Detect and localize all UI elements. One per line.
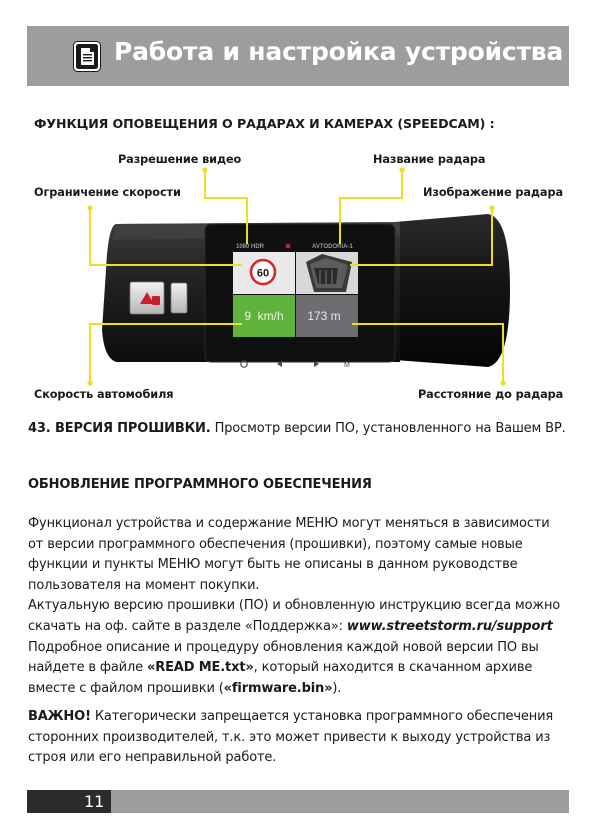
page-title: Работа и настройка устройства [114, 37, 564, 66]
label-radar-image: Изображение радара [423, 186, 563, 199]
firmware-version-line [28, 419, 566, 440]
radar-distance-text: 173 m [307, 309, 341, 323]
label-radar-distance: Расстояние до радара [418, 388, 564, 401]
screen-radar-name-text: AVTODORIA-1 [312, 244, 353, 250]
page-number: 11 [84, 792, 105, 811]
label-vehicle-speed: Скорость автомобиля [34, 388, 174, 401]
speed-limit-value: 60 [256, 267, 270, 280]
update-line-6 [28, 617, 560, 638]
menu-icon: M [344, 362, 350, 369]
support-link[interactable]: www.streetstorm.ru/support [346, 618, 553, 634]
firmware-filename: «firmware.bin» [223, 680, 333, 696]
update-line-1: Функционал устройства и содержание МЕНЮ могут меняться в зависимости [28, 516, 550, 531]
footer-bar [111, 790, 569, 813]
label-radar-name: Название радара [373, 153, 486, 166]
update-section-title-text: ОБНОВЛЕНИЕ ПРОГРАММНОГО ОБЕСПЕЧЕНИЯ [28, 477, 372, 492]
side-button [171, 283, 187, 313]
label-speed-limit: Ограничение скорости [34, 186, 181, 199]
section-title: ФУНКЦИЯ ОПОВЕЩЕНИЯ О РАДАРАХ И КАМЕРАХ (SPEEDCAM) : [34, 116, 495, 131]
firmware-version-text: Просмотр версии ПО, установленного на Вашем ВР. [214, 421, 566, 436]
update-line-9-prefix: вместе с файлом прошивки ( [28, 680, 224, 696]
vehicle-speed-text: 9 km/h [244, 309, 284, 323]
update-line-5: Актуальную версию прошивки (ПО) и обновленную инструкцию всегда можно [28, 598, 561, 614]
update-line-8 [28, 658, 560, 679]
update-line-2: от версии программного обеспечения (прошивки), поэтому самые новые [28, 536, 523, 552]
update-line-9 [28, 679, 560, 700]
update-line-6-prefix: скачать на оф. сайте в разделе «Поддержка»: [28, 618, 347, 634]
update-section-title [28, 475, 372, 496]
update-line-3: функции и пункты МЕНЮ могут быть не описаны в данном руководстве [28, 557, 518, 573]
important-notice [28, 707, 553, 769]
important-line-3: строя или его неправильной работе. [28, 750, 277, 766]
firmware-version-label: 43. ВЕРСИЯ ПРОШИВКИ. [28, 421, 211, 436]
important-line-1 [28, 707, 553, 728]
update-line-8-prefix: найдете в файле [28, 660, 147, 676]
important-line-2: сторонних производителей, т.к. это может привести к выходу устройства из [28, 729, 551, 745]
important-label: ВАЖНО! [28, 709, 91, 724]
update-line-7: Подробное описание и процедуру обновления каждой новой версии ПО вы [28, 639, 539, 655]
label-video-resolution: Разрешение видео [118, 153, 242, 166]
screen-resolution-text: 1080 HDR [236, 244, 265, 250]
update-line-4: пользователя на момент покупки. [28, 577, 260, 593]
update-paragraph [28, 514, 560, 699]
important-line-1-text: Категорически запрещается установка программного обеспечения [90, 709, 554, 724]
update-line-9-suffix: ). [332, 680, 342, 696]
update-line-8-suffix: , который находится в скачанном архиве [253, 660, 533, 676]
readme-filename: «READ ME.txt» [146, 660, 254, 676]
